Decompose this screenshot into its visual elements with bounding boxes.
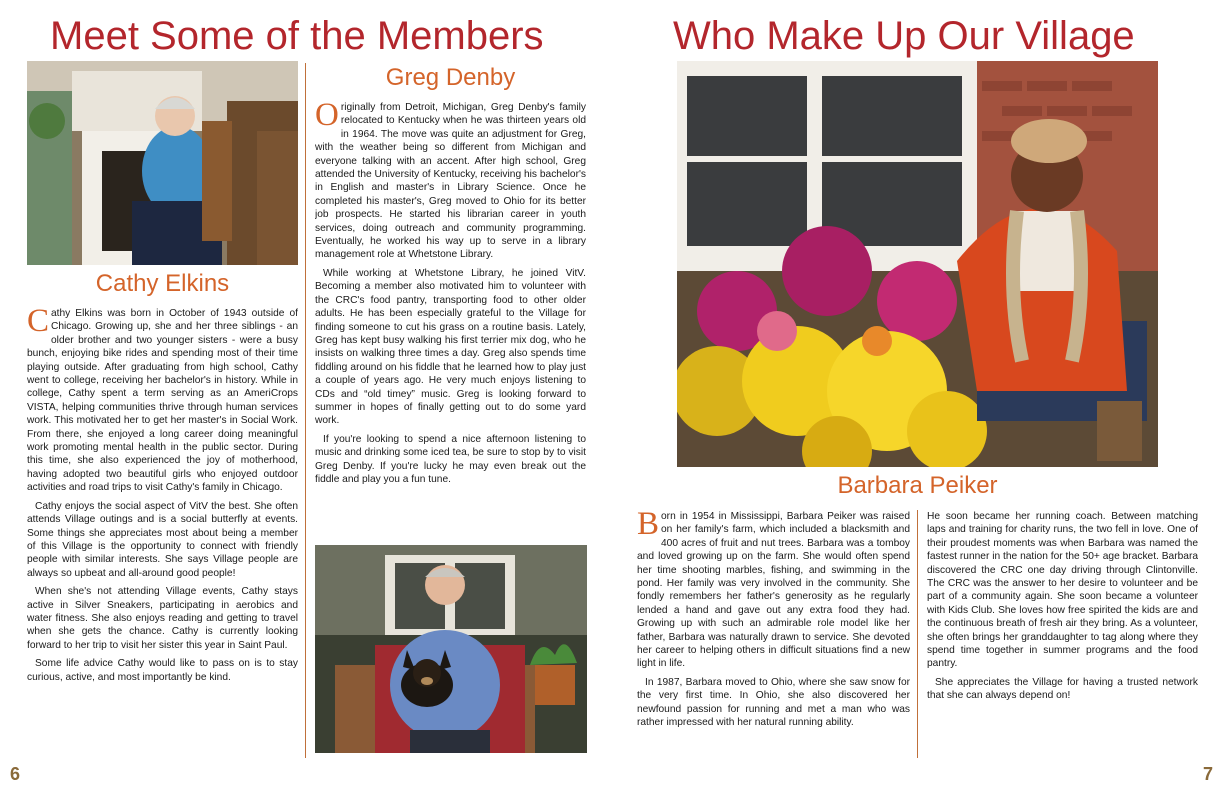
greg-paragraph-1: riginally from Detroit, Michigan, Greg Denby's family relocated to Kentucky when he was thirteen years old in 1964. The move was quite an adjustment for Greg, with the weather being so different from Michigan and everyone talking with an accent. After high school, Greg attended the University of Kentucky, receiving his bachelor's in English and master's in Library Science. Once he completed his master's, Greg moved to Ohio for its better job prospects. He started his librarian career in youth services, doing outreach and community programming. Eventually, he worked his way up to serve in a library management role at Whetstone Library. <box>315 102 586 261</box>
barbara-paragraph-2: In 1987, Barbara moved to Ohio, where she saw snow for the very first time. In Ohio, she also discovered her newfound passion for running and met a man who was rather impressed with her natural running ability. <box>637 676 910 729</box>
barbara-article-col1 <box>637 510 910 750</box>
cathy-dropcap: C <box>27 307 50 339</box>
barbara-paragraph-1: orn in 1954 in Mississippi, Barbara Peiker was raised on her family's farm, which included a blacksmith and 400 acres of fruit and nut trees. Barbara was a tomboy and loved growing up on the farm. She would often spend her time shooting marbles, fishing, and swimming in the pond. Her family was very involved in the community. She fondly remembers her father's generosity as he regularly lended a hand and gave out any extra food they had. Growing up with such an admirable role model like her father, Barbara was naturally drawn to service. She devoted her career to helping others in difficult situations find a new light in life. <box>637 511 910 670</box>
column-divider-right <box>917 510 918 758</box>
cathy-paragraph-1: athy Elkins was born in October of 1943 outside of Chicago. Growing up, she and her three siblings - an older brother and two younger sisters - were a busy bunch, enjoying bike rides and spending most of their time playing outside. After graduating from high school, Cathy went to college, receiving her bachelor's in history. While in college, Cathy spent a term serving as an AmeriCrops VISTA, helping communities thrive through human services work. This motivated her to get her master's in Social Work. From there, she enjoyed a long career doing meaningful work promoting mental health in the public sector. During this time, she also experienced the joy of motherhood, having adopted two beautiful girls who enjoyed outdoor activities and road trips to visit Cathy's family in Chicago. <box>27 308 298 494</box>
barbara-article-col2 <box>927 510 1198 750</box>
page-number-right: 7 <box>1203 764 1214 784</box>
greg-paragraph-3: If you're looking to spend a nice afternoon listening to music and drinking some iced tea, be sure to stop by to visit Greg Denby. If you're lucky he may even break out the fiddle and play you a fun tune. <box>315 433 586 485</box>
cathy-paragraph-3: When she's not attending Village events, Cathy stays active in Silver Sneakers, participating in aerobics and water fitness. She also enjoys reading and getting to travel when she gets the chance. Cathy is currently looking forward to her trip to visit her sister this year in Saint Paul. <box>27 586 298 651</box>
cathy-paragraph-4: Some life advice Cathy would like to pass on is to stay curious, active, and most importantly be kind. <box>27 658 298 683</box>
headline-right: Who Make Up Our Village <box>673 14 1135 58</box>
barbara-paragraph-4: She appreciates the Village for having a trusted network that she can always depend on! <box>927 676 1198 702</box>
greg-name: Greg Denby <box>385 64 516 91</box>
greg-photo <box>315 545 587 753</box>
barbara-dropcap: B <box>637 510 660 542</box>
greg-article <box>315 101 586 521</box>
barbara-paragraph-3: He soon became her running coach. Between matching laps and training for charity runs, the two fell in love. One of their proudest moments was when Barbara was named the fastest runner in the nation for the 50+ age bracket. Barbara discovered the CRC one day driving through Clintonville. The CRC was the answer to her desire to volunteer and be part of a community again. She soon became a volunteer with Kids Club. She loves how free spirited the kids are and the continuous breath of fresh air they bring. As a volunteer, she often brings her granddaughter to tag along where they spend time together in summer programs and the food pantry. <box>927 511 1198 670</box>
headline-left: Meet Some of the Members <box>50 14 544 58</box>
cathy-article <box>27 307 298 757</box>
column-divider-left <box>305 63 306 758</box>
page-number-left: 6 <box>10 764 21 784</box>
greg-dropcap: O <box>315 101 339 133</box>
cathy-name: Cathy Elkins <box>95 270 230 297</box>
greg-paragraph-2: While working at Whetstone Library, he joined VitV. Becoming a member also motivated him to volunteer with the CRC's food pantry, transporting food to other older adults. He has been especially grateful to the Village for finding someone to cut his grass on a routine basis. Lately, Greg has kept busy walking his first terrier mix dog, who he insists on walking three times a day. Greg also spends time fiddling around on his fiddle that he learned how to play just a couple of years ago. He very much enjoys listening to CDs and “old timey” music. Greg is looking forward to summer in hopes of finally getting out to do some yard work. <box>315 267 586 427</box>
barbara-name: Barbara Peiker <box>837 472 998 499</box>
cathy-photo <box>27 61 298 265</box>
cathy-paragraph-2: Cathy enjoys the social aspect of VitV the best. She often attends Village outings and is a social butterfly at events. Some things she appreciates most about being a member of this Village is the opportunity to connect with friendly people with similar interests. She says Village people are always so upbeat and all-around good people! <box>27 500 298 579</box>
barbara-photo <box>677 61 1158 467</box>
